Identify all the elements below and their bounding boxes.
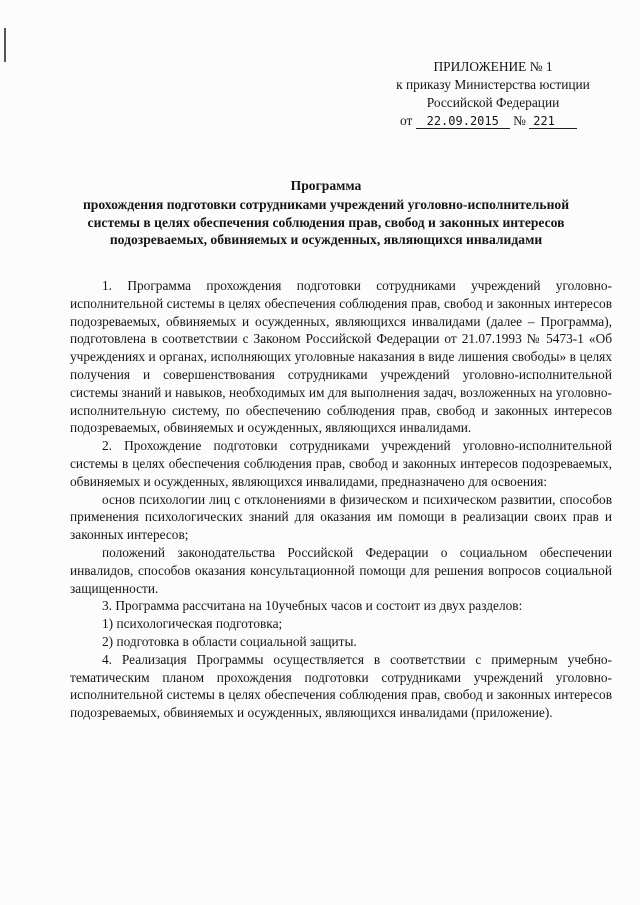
paragraph-4: 4. Реализация Программы осуществляется в соответствии с примерным учебно-тематическим планом прохождения подготовки сотрудниками учреждений уголовно-исполнительной системы в целях обеспечения соблюдения прав, свобод и законных интересов подозреваемых, обвиняемых и осужденных, являющихся инвалидами (приложение).: [70, 651, 612, 721]
paragraph-1: 1. Программа прохождения подготовки сотрудниками учреждений уголовно-исполнительной системы в целях обеспечения соблюдения прав, свобод и законных интересов подозреваемых, обвиняемых и осужденных, являющихся инвалидами (далее – Программа), подготовлена в соответствии с Законом Российской Федерации от 21.07.1993 № 5473-1 «Об учреждениях и органах, исполняющих уголовные наказания в виде лишения свободы» в целях получения и совершенствования сотрудниками учреждений уголовно-исполнительной системы знаний и навыков, необходимых им для выполнения задач, возложенных на уголовно-исполнительную систему, по обеспечению соблюдения прав, свобод и законных интересов подозреваемых, обвиняемых и осужденных, являющихся инвалидами.: [70, 278, 612, 436]
title-line-1: Программа: [290, 178, 362, 193]
title-line-2: прохождения подготовки сотрудниками учреждений уголовно-исполнительной системы в целях обеспечения соблюдения прав, свобод и законных интересов подозреваемых, обвиняемых и осужденных, являющихся инвалидами: [82, 196, 570, 248]
paragraph-2: 2. Прохождение подготовки сотрудниками учреждений уголовно-исполнительной системы в целях обеспечения соблюдения прав, свобод и законных интересов подозреваемых, обвиняемых и осужденных, являющихся инвалидами, предназначено для освоения:: [70, 438, 612, 489]
program-title: [60, 177, 592, 249]
paragraph-2-item-legislation: положений законодательства Российской Федерации о социальном обеспечении инвалидов, способов оказания консультационной помощи для решения вопросов социальной защищенности.: [70, 544, 612, 596]
order-number: 221: [529, 114, 577, 129]
appendix-label: ПРИЛОЖЕНИЕ № 1: [433, 59, 553, 74]
section-2: 2) подготовка в области социальной защиты.: [102, 633, 357, 649]
paragraph-3: 3. Программа рассчитана на 10учебных часов и состоит из двух разделов:: [102, 598, 523, 614]
order-date: 22.09.2015: [416, 114, 510, 129]
program-body: [70, 277, 612, 722]
paragraph-2-item-psychology: основ психологии лиц с отклонениями в физическом и психическом развитии, способов применения психологических знаний для оказания им помощи в реализации своих прав и законных интересов;: [70, 491, 612, 543]
number-label: №: [513, 113, 526, 128]
order-line-2: Российской Федерации: [426, 95, 560, 110]
appendix-header: [388, 58, 598, 130]
section-1: 1) психологическая подготовка;: [102, 616, 283, 632]
order-line-1: к приказу Министерства юстиции: [396, 77, 590, 92]
order-date-number-line: [388, 112, 598, 130]
from-label: от: [400, 113, 413, 128]
scan-edge-mark: [4, 28, 6, 62]
